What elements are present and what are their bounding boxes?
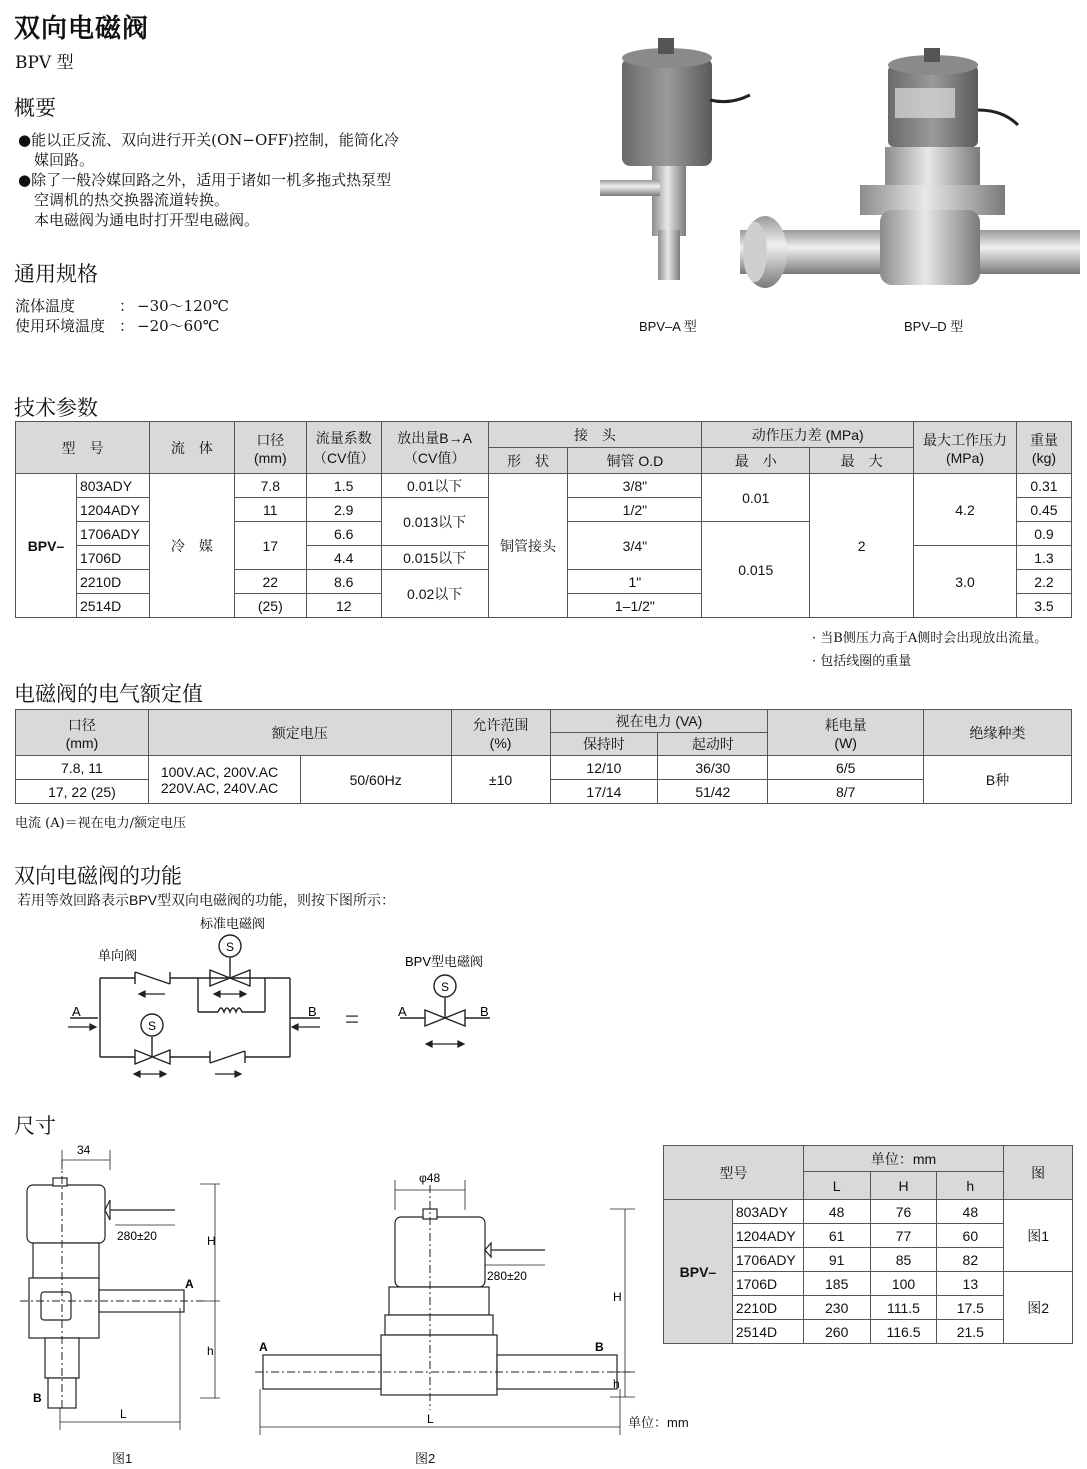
s-label: S <box>440 980 450 994</box>
elec-table <box>15 709 1072 804</box>
figure-1-drawing <box>15 1140 245 1450</box>
dim-L: L <box>427 1412 434 1426</box>
shape-cell: 铜管接头 <box>488 474 568 618</box>
th-weight: 重量 (kg) <box>1016 422 1071 474</box>
bore-cell: 22 <box>234 570 306 594</box>
copper-cell: 1" <box>568 570 702 594</box>
th-fig: 图 <box>1004 1146 1073 1200</box>
model-cell: 803ADY <box>732 1200 803 1224</box>
dims-table <box>663 1145 1073 1344</box>
bpv-valve-label: BPV型电磁阀 <box>405 954 484 969</box>
spec-row: 流体温度 ： −30～120℃ <box>15 297 230 315</box>
H-cell: 116.5 <box>870 1320 937 1344</box>
port-b-label: B <box>33 1391 42 1405</box>
bore-cell: 17, 22 (25) <box>16 780 149 804</box>
std-valve-label: 标准电磁阀 <box>200 916 266 931</box>
page-subtitle: BPV 型 <box>15 53 74 73</box>
bore-cell: 11 <box>234 498 306 522</box>
func-desc: 若用等效回路表示BPV型双向电磁阀的功能，则按下图所示： <box>17 892 396 908</box>
H-cell: 77 <box>870 1224 937 1248</box>
th-joint: 接 头 <box>488 422 702 448</box>
model-cell: 1204ADY <box>76 498 149 522</box>
mwp-cell: 3.0 <box>914 546 1017 618</box>
th-voltage: 额定电压 <box>148 710 451 756</box>
th-bore: 口径 (mm) <box>16 710 149 756</box>
L-cell: 91 <box>803 1248 870 1272</box>
fig-cell: 图1 <box>1004 1200 1073 1272</box>
tech-heading: 技术参数 <box>14 396 98 420</box>
dim-wire: 280±20 <box>117 1229 157 1243</box>
elec-heading: 电磁阀的电气额定值 <box>14 682 203 706</box>
H-cell: 100 <box>870 1272 937 1296</box>
spec-row: 使用环境温度 ： −20～60℃ <box>15 317 220 335</box>
th-bore: 口径 (mm) <box>234 422 306 474</box>
th-discharge: 放出量B→A （CV值） <box>381 422 488 474</box>
model-prefix: BPV– <box>664 1200 733 1344</box>
L-cell: 260 <box>803 1320 870 1344</box>
th-va: 视在电力 (VA) <box>550 710 768 733</box>
voltage-cell: 100V.AC, 200V.AC 220V.AC, 240V.AC <box>148 756 300 804</box>
overview-heading: 概要 <box>14 96 56 120</box>
general-specs <box>15 296 229 336</box>
disch-cell: 0.013以下 <box>381 498 488 546</box>
dim-h: h <box>613 1377 620 1391</box>
th-L: L <box>803 1172 870 1200</box>
port-b-label: B <box>595 1340 604 1354</box>
L-cell: 61 <box>803 1224 870 1248</box>
h-cell: 48 <box>937 1200 1004 1224</box>
bore-cell: (25) <box>234 594 306 618</box>
hold-cell: 12/10 <box>550 756 658 780</box>
th-model: 型 号 <box>16 422 150 474</box>
range-cell: ±10 <box>451 756 550 804</box>
model-cell: 2210D <box>732 1296 803 1320</box>
bpv-d-caption: BPV–D 型 <box>904 319 964 334</box>
weight-cell: 2.2 <box>1016 570 1071 594</box>
overview-line: 媒回路。 <box>34 151 95 169</box>
dp-max-cell: 2 <box>810 474 914 618</box>
freq-cell: 50/60Hz <box>300 756 451 804</box>
dim-h: h <box>207 1344 214 1358</box>
overview-text <box>18 130 458 230</box>
H-cell: 85 <box>870 1248 937 1272</box>
L-cell: 185 <box>803 1272 870 1296</box>
fig-cell: 图2 <box>1004 1272 1073 1344</box>
model-prefix: BPV– <box>16 474 77 618</box>
th-H: H <box>870 1172 937 1200</box>
th-hold: 保持时 <box>550 733 658 756</box>
dims-unit-note: 单位：mm <box>628 1415 689 1430</box>
cv-cell: 1.5 <box>306 474 381 498</box>
overview-line: 本电磁阀为通电时打开型电磁阀。 <box>34 211 260 229</box>
power-cell: 6/5 <box>768 756 924 780</box>
equals-sign: = <box>345 1006 360 1033</box>
overview-line: 空调机的热交换器流道转换。 <box>34 191 230 209</box>
func-heading: 双向电磁阀的功能 <box>14 864 182 888</box>
insul-cell: B种 <box>924 756 1072 804</box>
port-a-label: A <box>72 1004 81 1019</box>
port-b-label: B <box>308 1004 317 1019</box>
model-cell: 2514D <box>76 594 149 618</box>
weight-cell: 0.45 <box>1016 498 1071 522</box>
H-cell: 76 <box>870 1200 937 1224</box>
L-cell: 48 <box>803 1200 870 1224</box>
copper-cell: 3/4" <box>568 522 702 570</box>
tech-note-2: · 包括线圈的重量 <box>812 654 912 669</box>
weight-cell: 0.9 <box>1016 522 1071 546</box>
figure-2-caption: 图2 <box>415 1451 436 1466</box>
cv-cell: 8.6 <box>306 570 381 594</box>
overview-line: ●能以正反流、双向进行开关(ON−OFF)控制，能简化冷 <box>18 131 399 149</box>
port-a-label: A <box>259 1340 268 1354</box>
cv-cell: 12 <box>306 594 381 618</box>
weight-cell: 1.3 <box>1016 546 1071 570</box>
weight-cell: 3.5 <box>1016 594 1071 618</box>
product-photos <box>560 30 1085 320</box>
h-cell: 60 <box>937 1224 1004 1248</box>
equivalent-circuit-diagram <box>60 912 510 1092</box>
bore-cell: 17 <box>234 522 306 570</box>
bore-cell: 7.8 <box>234 474 306 498</box>
th-cv: 流量系数 （CV值） <box>306 422 381 474</box>
model-cell: 1706ADY <box>732 1248 803 1272</box>
dp-min-cell: 0.01 <box>702 474 810 522</box>
start-cell: 51/42 <box>658 780 768 804</box>
th-mwp: 最大工作压力 (MPa) <box>914 422 1017 474</box>
bpv-a-photo <box>600 38 750 280</box>
th-start: 起动时 <box>658 733 768 756</box>
check-valve-label: 单向阀 <box>98 948 138 963</box>
model-cell: 2514D <box>732 1320 803 1344</box>
bullet-icon: ● <box>18 171 32 189</box>
weight-cell: 0.31 <box>1016 474 1071 498</box>
figure-1-caption: 图1 <box>112 1451 133 1466</box>
dim-wire: 280±20 <box>487 1269 527 1283</box>
h-cell: 17.5 <box>937 1296 1004 1320</box>
model-cell: 1204ADY <box>732 1224 803 1248</box>
bpv-a-caption: BPV–A 型 <box>639 319 697 334</box>
model-cell: 1706D <box>76 546 149 570</box>
th-insulation: 绝缘种类 <box>924 710 1072 756</box>
dim-phi48: φ48 <box>419 1171 441 1185</box>
disch-cell: 0.01以下 <box>381 474 488 498</box>
s-label: S <box>147 1019 157 1033</box>
th-shape: 形 状 <box>488 448 568 474</box>
mwp-cell: 4.2 <box>914 474 1017 546</box>
port-a-label: A <box>185 1277 194 1291</box>
h-cell: 21.5 <box>937 1320 1004 1344</box>
copper-cell: 1–1/2" <box>568 594 702 618</box>
power-cell: 8/7 <box>768 780 924 804</box>
bpv-d-photo <box>740 48 1080 288</box>
dim-L: L <box>120 1407 127 1421</box>
page-title: 双向电磁阀 <box>14 14 150 44</box>
th-dp-max: 最 大 <box>810 448 914 474</box>
general-heading: 通用规格 <box>14 262 98 286</box>
dp-min-cell: 0.015 <box>702 522 810 618</box>
dim-H: H <box>207 1234 216 1248</box>
th-fluid: 流 体 <box>149 422 234 474</box>
figure-2-drawing <box>255 1165 655 1445</box>
port-a-label: A <box>398 1004 407 1019</box>
hold-cell: 17/14 <box>550 780 658 804</box>
h-cell: 82 <box>937 1248 1004 1272</box>
tech-table <box>15 421 1072 618</box>
disch-cell: 0.02以下 <box>381 570 488 618</box>
th-power: 耗电量 (W) <box>768 710 924 756</box>
cv-cell: 2.9 <box>306 498 381 522</box>
fluid-cell: 冷 媒 <box>149 474 234 618</box>
bore-cell: 7.8, 11 <box>16 756 149 780</box>
model-cell: 1706ADY <box>76 522 149 546</box>
elec-note: 电流 (A)＝视在电力/额定电压 <box>15 816 187 831</box>
th-copper: 铜管 O.D <box>568 448 702 474</box>
s-label: S <box>225 940 235 954</box>
th-unit: 单位：mm <box>803 1146 1003 1172</box>
th-h: h <box>937 1172 1004 1200</box>
copper-cell: 1/2" <box>568 498 702 522</box>
model-cell: 1706D <box>732 1272 803 1296</box>
th-model: 型号 <box>664 1146 804 1200</box>
dim-34: 34 <box>77 1143 91 1157</box>
copper-cell: 3/8" <box>568 474 702 498</box>
bullet-icon: ● <box>18 131 32 149</box>
model-cell: 803ADY <box>76 474 149 498</box>
dims-heading: 尺寸 <box>14 1114 56 1138</box>
th-dp-min: 最 小 <box>702 448 810 474</box>
H-cell: 111.5 <box>870 1296 937 1320</box>
th-range: 允许范围 (%) <box>451 710 550 756</box>
model-cell: 2210D <box>76 570 149 594</box>
dim-H: H <box>613 1290 622 1304</box>
cv-cell: 6.6 <box>306 522 381 546</box>
th-dp: 动作压力差 (MPa) <box>702 422 914 448</box>
disch-cell: 0.015以下 <box>381 546 488 570</box>
tech-note-1: · 当B侧压力高于A侧时会出现放出流量。 <box>812 631 1048 646</box>
h-cell: 13 <box>937 1272 1004 1296</box>
L-cell: 230 <box>803 1296 870 1320</box>
cv-cell: 4.4 <box>306 546 381 570</box>
start-cell: 36/30 <box>658 756 768 780</box>
overview-line: ●除了一般冷媒回路之外，适用于诸如一机多拖式热泵型 <box>18 171 392 189</box>
port-b-label: B <box>480 1004 489 1019</box>
